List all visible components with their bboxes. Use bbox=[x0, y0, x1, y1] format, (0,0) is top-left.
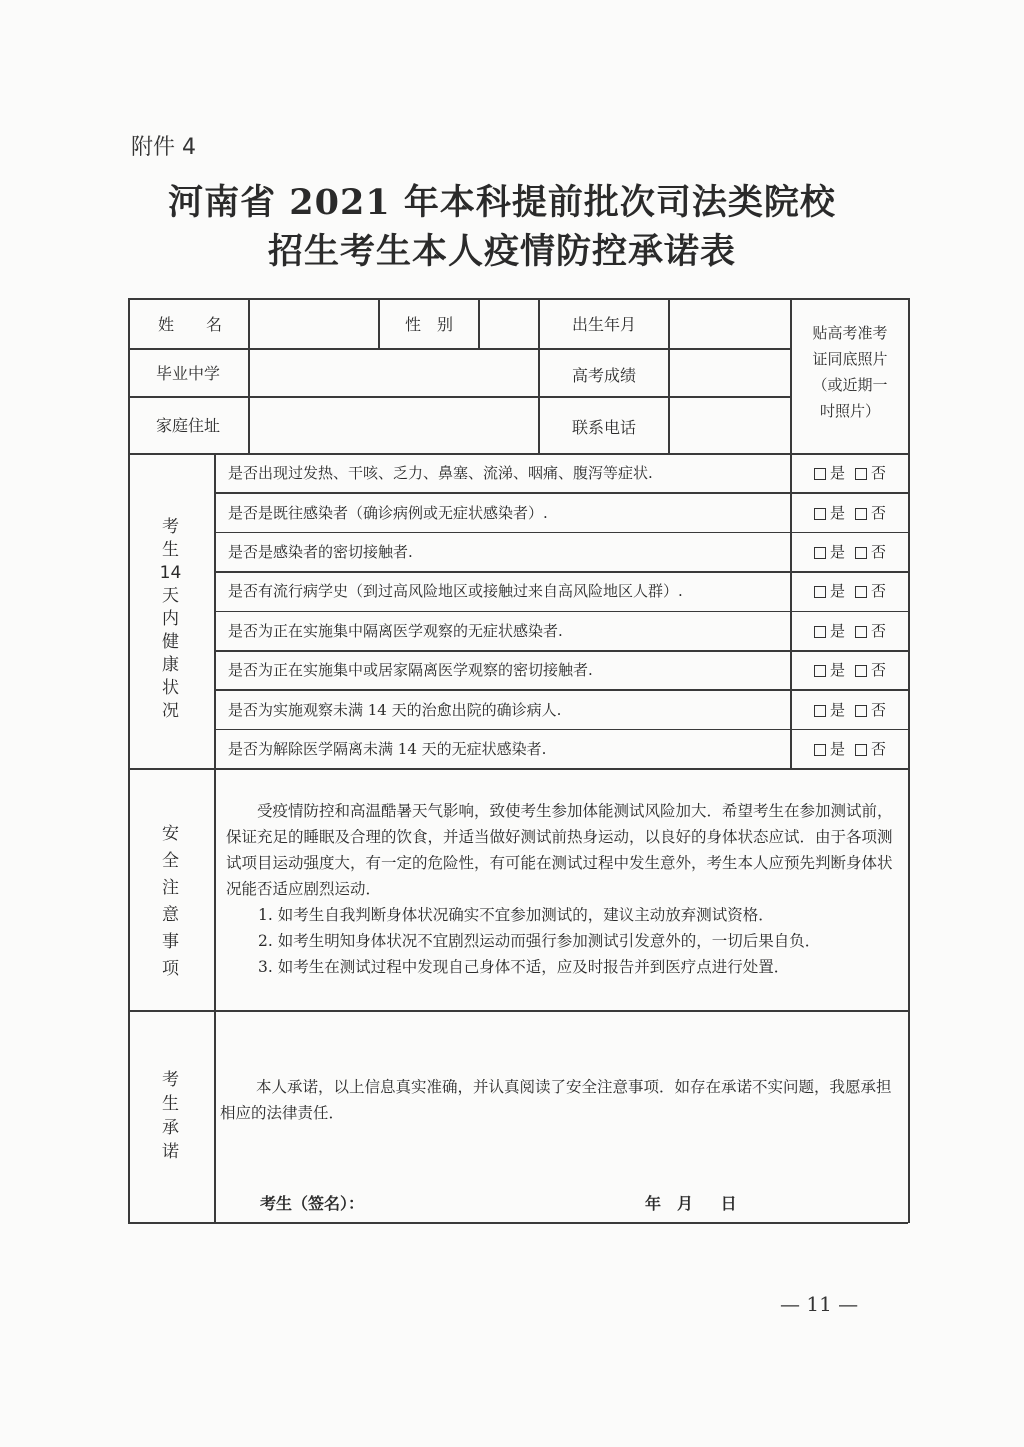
photo-placeholder[interactable] bbox=[792, 320, 908, 424]
checkbox-icon bbox=[814, 547, 826, 559]
birth-label: 出生年月 bbox=[571, 314, 636, 334]
page-number: — 11 — bbox=[780, 1292, 859, 1316]
no-checkbox[interactable] bbox=[855, 699, 886, 720]
document-title-line1: 河南省 2021 年本科提前批次司法类院校 bbox=[168, 182, 836, 223]
no-label: 否 bbox=[871, 464, 887, 483]
yes-checkbox[interactable] bbox=[814, 462, 845, 483]
yes-checkbox[interactable] bbox=[814, 502, 845, 523]
yes-no-options bbox=[792, 689, 908, 728]
school-field[interactable] bbox=[250, 348, 538, 396]
yes-no-options bbox=[792, 492, 908, 531]
pledge-section-label bbox=[128, 1068, 213, 1164]
photo-instruction-line: （或近期一 bbox=[812, 376, 888, 394]
section-label-char: 事 bbox=[162, 932, 179, 952]
checkbox-icon bbox=[855, 744, 867, 756]
yes-checkbox[interactable] bbox=[814, 659, 845, 680]
yes-label: 是 bbox=[829, 582, 845, 601]
phone-field[interactable] bbox=[670, 396, 790, 453]
checkbox-icon bbox=[814, 665, 826, 677]
checkbox-icon bbox=[814, 705, 826, 717]
checkbox-icon bbox=[814, 586, 826, 598]
table-border-right bbox=[908, 298, 910, 1223]
health-question: 是否出现过发热、干咳、乏力、鼻塞、流涕、咽痛、腹泻等症状. bbox=[228, 464, 653, 483]
safety-intro: 受疫情防控和高温酷暑天气影响，致使考生参加体能测试风险加大．希望考生在参加测试前，保证充足的睡眠及合理的饮食，并适当做好测试前热身运动，以良好的身体状态应试．由于各项测试项目运动强度大，有一定的危险性，有可能在测试过程中发生意外，考生本人应预先判断身体状况能否适应剧烈运动． bbox=[226, 802, 893, 898]
table-border-bottom bbox=[128, 1222, 908, 1224]
no-checkbox[interactable] bbox=[855, 502, 886, 523]
health-section-label bbox=[128, 516, 213, 723]
name-field[interactable] bbox=[250, 298, 378, 348]
phone-label: 联系电话 bbox=[571, 417, 636, 437]
no-label: 否 bbox=[871, 542, 887, 561]
score-field[interactable] bbox=[670, 348, 790, 396]
section-label-char: 状 bbox=[162, 678, 179, 698]
yes-label: 是 bbox=[829, 661, 845, 680]
score-label: 高考成绩 bbox=[571, 365, 636, 385]
gender-field[interactable] bbox=[480, 298, 538, 348]
name-label: 姓 名 bbox=[157, 314, 222, 334]
health-question: 是否为正在实施集中或居家隔离医学观察的密切接触者. bbox=[228, 661, 593, 680]
section-label-char: 项 bbox=[162, 959, 179, 979]
section-label-char: 14 bbox=[159, 563, 182, 583]
section-label-char: 康 bbox=[162, 655, 179, 675]
yes-label: 是 bbox=[829, 503, 845, 522]
no-checkbox[interactable] bbox=[855, 541, 886, 562]
section-label-char: 注 bbox=[162, 878, 179, 898]
section-label-char: 意 bbox=[162, 905, 179, 925]
yes-no-options bbox=[792, 571, 908, 610]
section-divider bbox=[128, 768, 908, 770]
health-question: 是否是感染者的密切接触者. bbox=[228, 542, 413, 561]
section-label-char: 安 bbox=[162, 824, 179, 844]
checkbox-icon bbox=[855, 547, 867, 559]
health-question: 是否为实施观察未满 14 天的治愈出院的确诊病人. bbox=[228, 700, 562, 719]
checkbox-icon bbox=[814, 508, 826, 520]
section-label-char: 生 bbox=[162, 540, 179, 560]
no-label: 否 bbox=[871, 503, 887, 522]
yes-checkbox[interactable] bbox=[814, 541, 845, 562]
yes-checkbox[interactable] bbox=[814, 620, 845, 641]
checkbox-icon bbox=[814, 468, 826, 480]
address-field[interactable] bbox=[250, 396, 538, 453]
yes-checkbox[interactable] bbox=[814, 580, 845, 601]
date-label: 年 月 日 bbox=[645, 1194, 737, 1213]
section-divider bbox=[128, 1010, 908, 1012]
section-label-char: 考 bbox=[162, 1070, 179, 1090]
no-checkbox[interactable] bbox=[855, 659, 886, 680]
no-label: 否 bbox=[871, 582, 887, 601]
checkbox-icon bbox=[855, 665, 867, 677]
section-label-char: 健 bbox=[162, 632, 179, 652]
yes-label: 是 bbox=[829, 739, 845, 758]
no-checkbox[interactable] bbox=[855, 738, 886, 759]
no-label: 否 bbox=[871, 700, 887, 719]
safety-item-1: 1. 如考生自我判断身体状况确实不宜参加测试的，建议主动放弃测试资格． bbox=[258, 906, 774, 924]
photo-instruction-line: 吋照片） bbox=[819, 402, 880, 420]
section-label-char: 考 bbox=[162, 517, 179, 537]
gender-label: 性 别 bbox=[404, 314, 453, 334]
section-label-char: 全 bbox=[162, 851, 179, 871]
section-label-char: 生 bbox=[162, 1094, 179, 1114]
safety-item-2: 2. 如考生明知身体状况不宜剧烈运动而强行参加测试引发意外的，一切后果自负． bbox=[258, 932, 821, 950]
no-label: 否 bbox=[871, 661, 887, 680]
document-title-line2: 招生考生本人疫情防控承诺表 bbox=[267, 231, 736, 272]
yes-no-options bbox=[792, 453, 908, 492]
no-checkbox[interactable] bbox=[855, 620, 886, 641]
school-label: 毕业中学 bbox=[155, 363, 220, 383]
no-label: 否 bbox=[871, 621, 887, 640]
yes-label: 是 bbox=[829, 700, 845, 719]
no-checkbox[interactable] bbox=[855, 462, 886, 483]
section-label-char: 承 bbox=[162, 1118, 179, 1138]
health-question: 是否有流行病学史（到过高风险地区或接触过来自高风险地区人群）. bbox=[228, 582, 683, 601]
health-question: 是否是既往感染者（确诊病例或无症状感染者）. bbox=[228, 503, 548, 522]
section-label-char: 诺 bbox=[162, 1142, 179, 1162]
pledge-text: 本人承诺，以上信息真实准确，并认真阅读了安全注意事项．如存在承诺不实问题，我愿承担相应的法律责任． bbox=[220, 1078, 892, 1122]
pledge-form-table bbox=[128, 298, 908, 1223]
safety-item-3: 3. 如考生在测试过程中发现自己身体不适，应及时报告并到医疗点进行处置． bbox=[258, 958, 790, 976]
yes-checkbox[interactable] bbox=[814, 699, 845, 720]
yes-label: 是 bbox=[829, 464, 845, 483]
yes-no-options bbox=[792, 611, 908, 650]
checkbox-icon bbox=[855, 468, 867, 480]
photo-instruction-line: 贴高考准考 bbox=[812, 324, 888, 342]
address-label: 家庭住址 bbox=[155, 416, 220, 435]
yes-label: 是 bbox=[829, 542, 845, 561]
yes-no-options bbox=[792, 532, 908, 571]
yes-label: 是 bbox=[829, 621, 845, 640]
checkbox-icon bbox=[855, 705, 867, 717]
no-label: 否 bbox=[871, 739, 887, 758]
health-question: 是否为解除医学隔离未满 14 天的无症状感染者. bbox=[228, 739, 547, 758]
section-col-divider bbox=[214, 453, 216, 1223]
checkbox-icon bbox=[814, 626, 826, 638]
birth-field[interactable] bbox=[670, 298, 790, 348]
yes-checkbox[interactable] bbox=[814, 738, 845, 759]
attachment-label: 附件 4 bbox=[131, 135, 196, 160]
health-question: 是否为正在实施集中隔离医学观察的无症状感染者. bbox=[228, 621, 563, 640]
checkbox-icon bbox=[855, 586, 867, 598]
section-label-char: 况 bbox=[162, 701, 179, 721]
checkbox-icon bbox=[855, 508, 867, 520]
section-label-char: 内 bbox=[162, 609, 179, 629]
yes-no-options bbox=[792, 729, 908, 768]
yes-no-options bbox=[792, 650, 908, 689]
checkbox-icon bbox=[855, 626, 867, 638]
no-checkbox[interactable] bbox=[855, 580, 886, 601]
checkbox-icon bbox=[814, 744, 826, 756]
safety-section-label bbox=[128, 821, 213, 983]
signature-label: 考生（签名）： bbox=[260, 1194, 365, 1213]
section-label-char: 天 bbox=[162, 586, 179, 606]
photo-instruction-line: 证同底照片 bbox=[812, 350, 888, 368]
